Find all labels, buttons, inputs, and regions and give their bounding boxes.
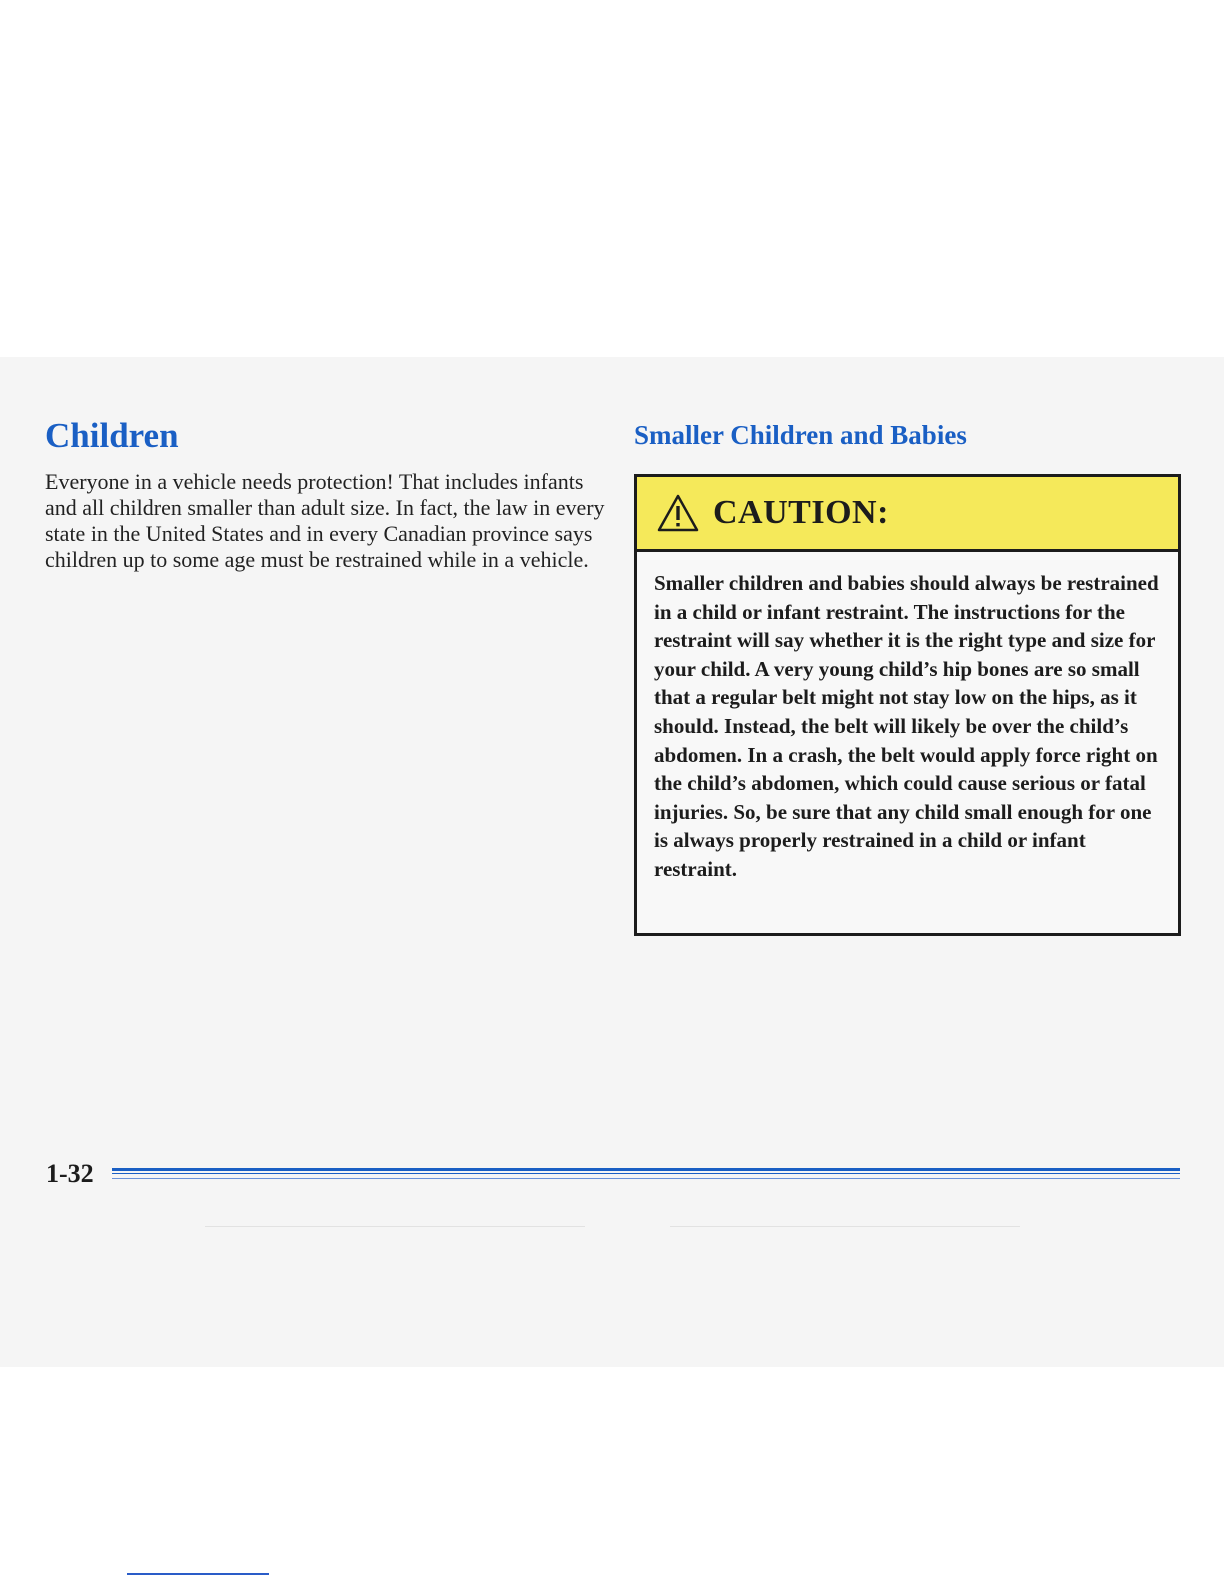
caution-header xyxy=(637,477,1178,552)
caution-text: Smaller children and babies should always be restrained in a child or infant restraint. The instructions for the restraint will say whether it is the right type and size for your child. A very young child’s hip bones are so small that a regular belt might not stay low on the hips, as it should. Instead, the belt will likely be over the child’s abdomen. In a crash, the belt would apply force right on the child’s abdomen, which could cause serious or fatal injuries. So, be sure that any child small enough for one is always properly restrained in a child or infant restraint. xyxy=(654,571,1159,881)
caution-title: CAUTION: xyxy=(713,494,889,531)
section-heading-smaller-children: Smaller Children and Babies xyxy=(634,420,967,450)
children-intro-paragraph: Everyone in a vehicle needs protection! That includes infants and all children smaller than adult size. In fact, the law in every state in the United States and in every Canadian province says children up to some age must be restrained while in a vehicle. xyxy=(45,469,605,572)
footer-rule-middle-line xyxy=(112,1173,1180,1174)
page-number: 1-32 xyxy=(46,1159,94,1188)
scan-artifact-line-right xyxy=(670,1226,1020,1227)
bottom-edge-mark xyxy=(127,1573,269,1575)
warning-triangle-icon xyxy=(657,494,699,532)
section-heading-children: Children xyxy=(45,416,179,455)
scan-artifact-line-left xyxy=(205,1226,585,1227)
footer-rule-thin-line xyxy=(112,1178,1180,1179)
caution-box xyxy=(634,474,1181,936)
footer-rule-thick-line xyxy=(112,1168,1180,1171)
footer-rule xyxy=(112,1168,1180,1182)
